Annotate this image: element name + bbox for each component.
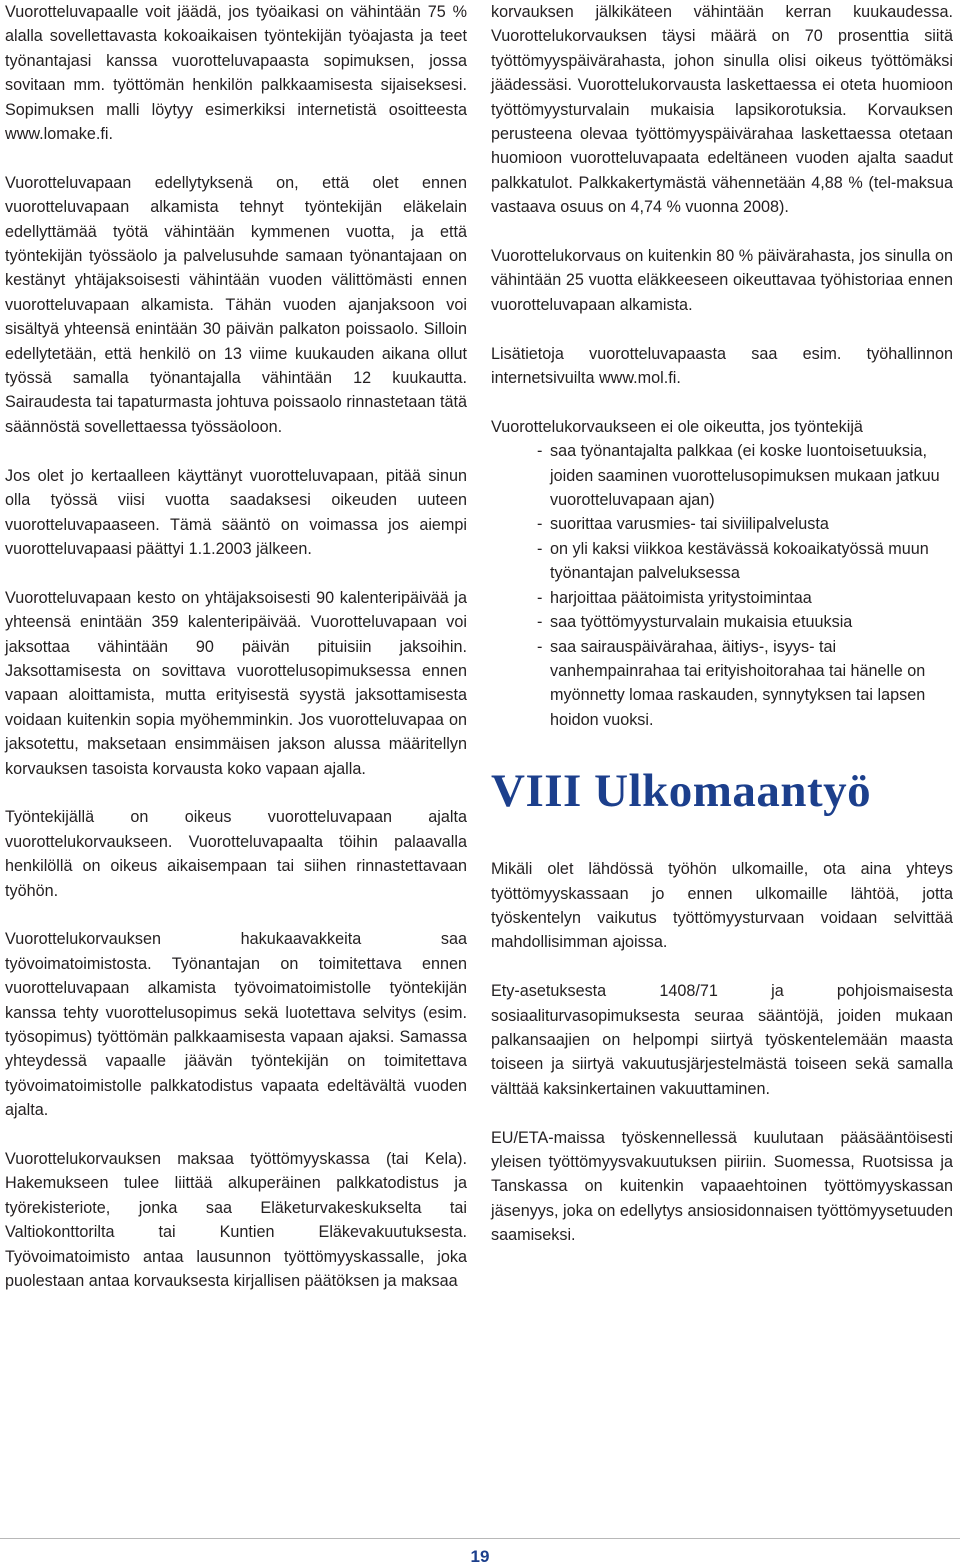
list-dash: - [537, 539, 543, 558]
paragraph: Vuorottelukorvaus on kuitenkin 80 % päivärahasta, jos sinulla on vähintään 25 vuotta eläkkeeseen oikeuttavaa työhistoriaa ennen vuorotteluvapaan alkamista. [491, 247, 953, 314]
list-dash: - [537, 613, 543, 632]
list-item [537, 610, 953, 634]
right-column [491, 0, 953, 1272]
paragraph: korvauksen jälkikäteen vähintään kerran kuukaudessa. Vuorottelukorvauksen täysi määrä on 70 prosenttia siitä työttömyyspäivärahasta, johon sinulla olisi oikeus työttömäksi jäädessäsi. Vuorottelukorvausta laskettaessa ei oteta huomioon työttömyysturvalain mukaisia lapsikorotuksia. Korvauksen perusteena olevaa työttömyyspäivärahaa laskettaessa otetaan huomioon vuorotteluvapaata edeltäneen vuoden ajalta saadut palkkatulot. Palkkakertymästä vähennetään 4,88 % (tel-maksua vastaava osuus on 4,74 % vuonna 2008). [491, 3, 953, 217]
paragraph: Työntekijällä on oikeus vuorotteluvapaan ajalta vuorottelukorvaukseen. Vuorotteluvapaalta töihin palaavalla henkilöllä on oikeus aikaisempaan tai siihen rinnastettavaan työhön. [5, 808, 467, 900]
paragraph: Vuorotteluvapaalle voit jäädä, jos työaikasi on vähintään 75 % alalla sovellettavasta kokoaikaisen työntekijän työajasta ja teet työnantajasi kanssa vuorotteluvapaasta sopimuksen, jossa sovitaan mm. työttömän henkilön palkkaamisesta sijaiseksesi. Sopimuksen malli löytyy esimerkiksi internetistä osoitteesta www.lomake.fi. [5, 3, 467, 144]
left-column [5, 0, 467, 1318]
paragraph: Mikäli olet lähdössä työhön ulkomaille, ota aina yhteys työttömyyskassaan jo ennen ulkomaille lähtöä, jotta työskentelyn vaikutus työttömyysturvaan voidaan selvittää mahdollisimman ajoissa. [491, 860, 953, 952]
list-item [537, 439, 953, 512]
list-dash: - [537, 588, 543, 607]
list-item-text: suorittaa varusmies- tai siviilipalvelusta [550, 515, 829, 534]
list-item-text: saa työttömyysturvalain mukaisia etuuksia [550, 613, 853, 632]
list-item-text: saa työnantajalta palkkaa (ei koske luontoisetuuksia, joiden saaminen vuorottelusopimuksen mukaan jatkuu vuorotteluvapaan ajan) [550, 442, 940, 510]
paragraph: Vuorottelukorvauksen hakukaavakkeita saa työvoimatoimistosta. Työnantajan on toimitettava ennen vuorotteluvapaan alkamista työvoimatoimistolle työntekijän kanssa tehty vuorottelusopimus sekä luotettava selvitys (esim. työsopimus) työttömän palkkaamisesta vapaan ajaksi. Samassa yhteydessä vapaalle jäävän työntekijän on toimitettava työvoimatoimistolle palkkatodistus vapaata edeltävältä vuoden ajalta. [5, 930, 467, 1120]
list-item-text: on yli kaksi viikkoa kestävässä kokoaikatyössä muun työnantajan palveluksessa [550, 539, 929, 583]
paragraph: EU/ETA-maissa työskennellessä kuulutaan pääsääntöisesti yleisen työttömyysvakuutuksen piiriin. Suomessa, Ruotsissa ja Tanskassa on kuitenkin vapaaehtoinen työttömyyskassan jäsenyys, joka on edellytys ansiosidonnaisen työttömyysetuuden saamiseksi. [491, 1128, 953, 1245]
list-item [537, 586, 953, 610]
list-item-text: harjoittaa päätoimista yritystoimintaa [550, 588, 812, 607]
footer-divider [0, 1538, 960, 1539]
paragraph: Ety-asetuksesta 1408/71 ja pohjoismaisesta sosiaaliturvasopimuksesta seuraa sääntöjä, joiden mukaan palkansaajien on helpompi siirtyä työskentelemään maasta toiseen ja siirtyä vakuutusjärjestelmästä toiseen sekä samalla välttää kaksinkertainen vakuuttaminen. [491, 982, 953, 1098]
list-item-text: saa sairauspäivärahaa, äitiys-, isyys- tai vanhempainrahaa tai erityishoitorahaa tai hänelle on myönnetty lomaa raskauden, synnytyksen tai lapsen hoidon vuoksi. [550, 637, 926, 729]
list-dash: - [537, 515, 543, 534]
page-number: 19 [470, 1547, 490, 1566]
paragraph: Vuorotteluvapaan kesto on yhtäjaksoisesti 90 kalenteripäivää ja yhteensä enintään 359 kalenteripäivää. Vuorotteluvapaan voi jaksottaa vähintään 90 päivän pituisiin jaksoihin. Jaksottamisesta on sovittava vuorottelusopimuksessa ennen vapaan aloittamista, mutta erityisestä syystä jaksottamisesta voidaan kuitenkin sopia myöhemminkin. Jos vuorotteluvapaa on jaksotettu, maksetaan ensimmäisen jakson alussa määritellyn korvauksen tasoista korvausta koko vapaan ajalla. [5, 588, 467, 778]
list-item [537, 512, 953, 536]
paragraph: Vuorottelukorvauksen maksaa työttömyyskassa (tai Kela). Hakemukseen tulee liittää alkuperäinen palkkatodistus ja työrekisteriote, jonka saa Eläketurvakeskukselta tai Valtiokonttorilta tai Kuntien Eläkevakuutuksesta. Työvoimatoimisto antaa lausunnon työttömyyskassalle, joka puolestaan antaa korvauksesta kirjallisen päätöksen ja maksaa [5, 1150, 467, 1291]
list-dash: - [537, 637, 543, 656]
list-intro: Vuorottelukorvaukseen ei ole oikeutta, jos työntekijä [491, 417, 863, 436]
exclusion-list [491, 439, 953, 732]
section-title: VIII Ulkomaantyö [491, 765, 872, 818]
paragraph: Vuorotteluvapaan edellytyksenä on, että olet ennen vuorotteluvapaan alkamista tehnyt työntekijän eläkelain edellyttämää työtä vähintään kymmenen vuotta, ja että työntekijän työssäolo ja palvelusuhde samaan työnantajaan on kestänyt yhtäjaksoisesti vähintään vuoden välittömästi ennen vuorotteluvapaan alkamista. Tähän vuoden ajanjaksoon voi sisältyä yhteensä enintään 30 päivän palkaton poissaolo. Silloin edellytetään, että henkilö on 13 viime kuukauden aikana ollut työssä samalla työnantajalla vähintään 12 kuukautta. Sairaudesta tai tapaturmasta johtuva poissaolo rinnastetaan tätä säännöstä sovellettaessa työssäoloon. [5, 173, 467, 436]
list-item [537, 635, 953, 733]
list-item [537, 537, 953, 586]
list-dash: - [537, 442, 543, 461]
paragraph: Jos olet jo kertaalleen käyttänyt vuorotteluvapaan, pitää sinun olla työssä viisi vuotta saadaksesi oikeuden uuteen vuorotteluvapaaseen. Tämä sääntö on voimassa jos aiempi vuorotteluvapaasi päättyi 1.1.2003 jälkeen. [5, 466, 467, 558]
paragraph: Lisätietoja vuorotteluvapaasta saa esim. työhallinnon internetsivuilta www.mol.fi. [491, 344, 953, 388]
